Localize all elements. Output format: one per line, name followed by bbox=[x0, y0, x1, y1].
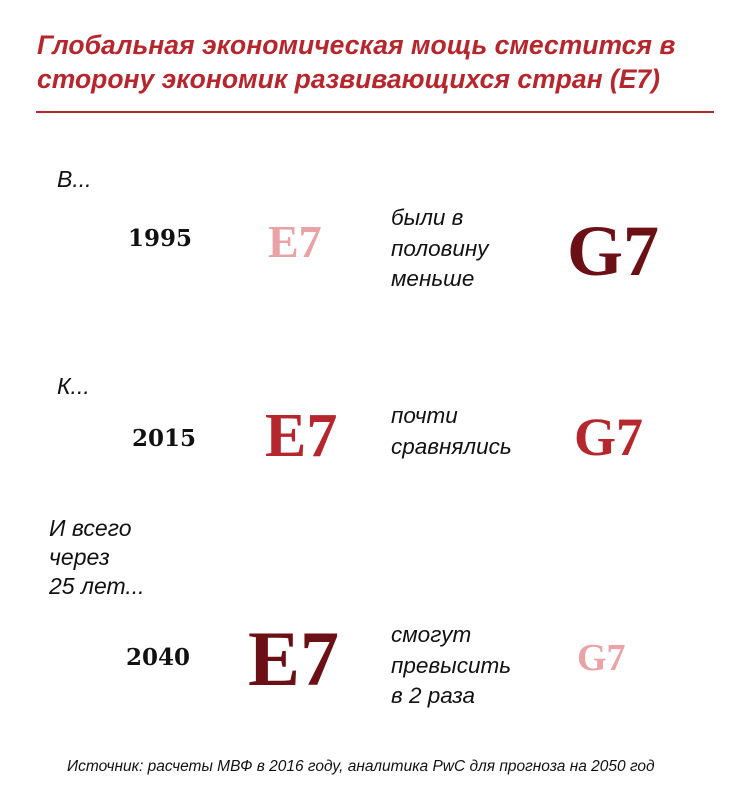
intro-line: через bbox=[49, 544, 110, 570]
row-1995-intro bbox=[57, 165, 92, 194]
description-line: превысить bbox=[391, 652, 512, 678]
source-note: Источник: расчеты МВФ в 2016 году, аналитика PwC для прогноза на 2050 год bbox=[67, 758, 655, 775]
title-divider bbox=[36, 111, 714, 113]
row-2040-description bbox=[391, 620, 571, 712]
row-2015-description bbox=[391, 401, 571, 462]
e7-1995-mark: E7 bbox=[268, 216, 322, 267]
g7-2015-mark: G7 bbox=[574, 407, 644, 467]
year-2015: 2015 bbox=[132, 425, 197, 452]
description-line: сравнялись bbox=[391, 433, 512, 459]
year-2040: 2040 bbox=[126, 644, 191, 671]
description-line: половину bbox=[391, 235, 489, 261]
description-line: меньше bbox=[391, 266, 475, 291]
description-line: смогут bbox=[391, 622, 472, 647]
row-2015-intro bbox=[57, 372, 90, 401]
intro-line: К... bbox=[57, 373, 90, 399]
e7-2015-mark: E7 bbox=[265, 402, 338, 470]
intro-line: 25 лет... bbox=[49, 573, 145, 599]
g7-2040-mark: G7 bbox=[577, 637, 626, 679]
row-1995-description bbox=[391, 203, 571, 295]
e7-2040-mark: E7 bbox=[248, 615, 340, 702]
row-2040-intro bbox=[49, 514, 145, 601]
description-line: почти bbox=[391, 403, 458, 428]
g7-1995-mark: G7 bbox=[567, 211, 660, 291]
description-line: в 2 раза bbox=[391, 683, 476, 708]
year-1995: 1995 bbox=[128, 225, 193, 252]
description-line: были в bbox=[391, 205, 464, 230]
intro-line: И всего bbox=[49, 515, 132, 541]
page-title: Глобальная экономическая мощь сместится в сторону экономик развивающихся стран (E7) bbox=[37, 30, 676, 94]
intro-line: В... bbox=[57, 166, 92, 192]
